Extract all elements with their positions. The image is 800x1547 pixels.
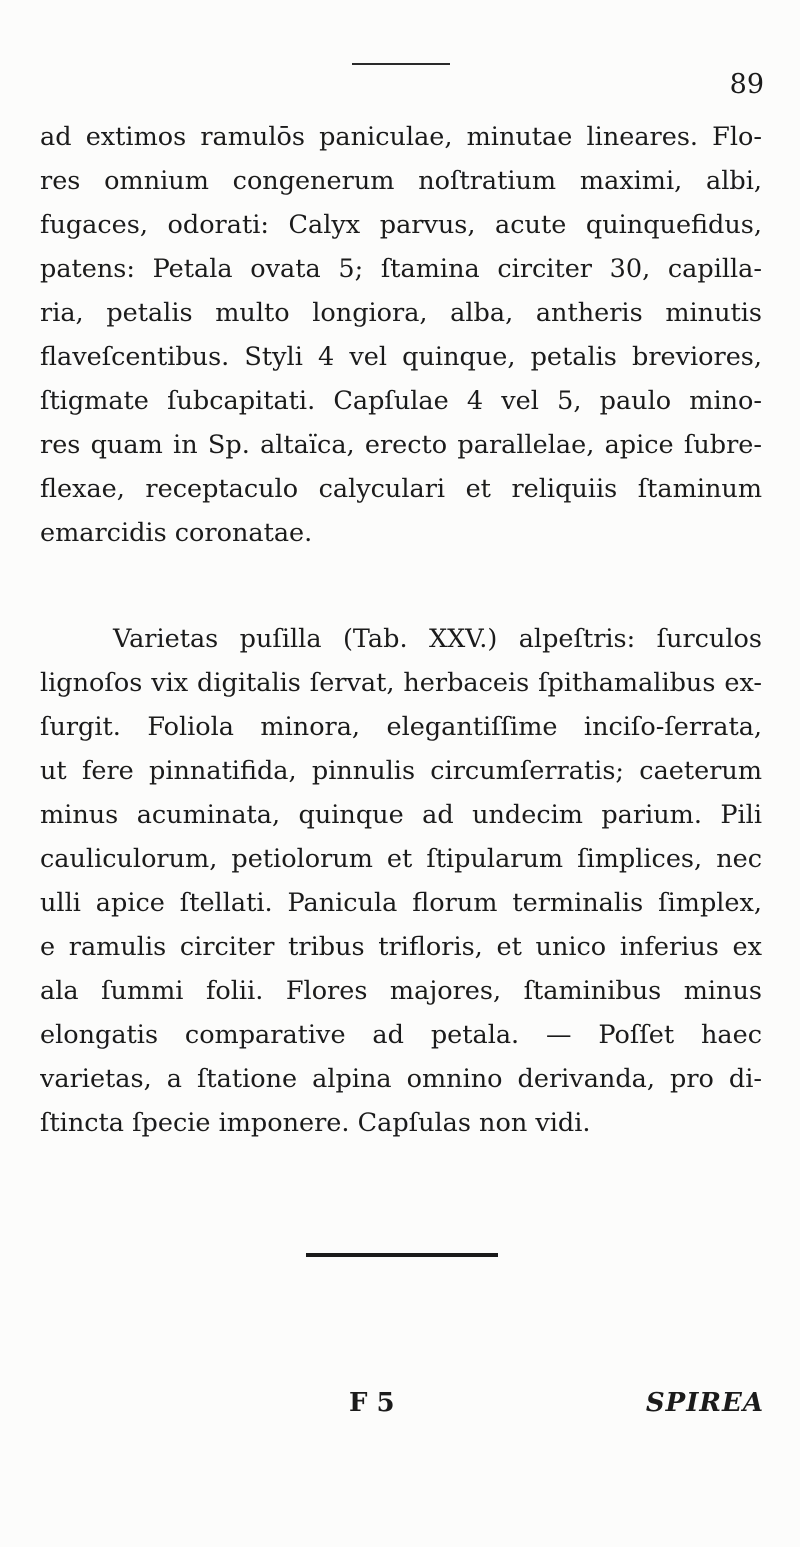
text-line: ſurgit. Foliola minora, elegantiſſime inciſo-ſerrata, — [40, 712, 762, 742]
catchword: SPIREA — [645, 1388, 764, 1418]
text-line: minus acuminata, quinque ad undecim parium. Pili — [40, 800, 762, 830]
text-line: patens: Petala ovata 5; ſtamina circiter 30, capilla- — [40, 254, 762, 284]
text-line: cauliculorum, petiolorum et ſtipularum ſimplices, nec — [40, 844, 762, 874]
end-rule — [306, 1253, 498, 1257]
text-line: res omnium congenerum noſtratium maximi, albi, — [40, 166, 762, 196]
text-line: res quam in Sp. altaïca, erecto parallelae, apice ſubre- — [40, 430, 762, 460]
header-rule — [352, 63, 450, 65]
text-line: ala ſummi folii. Flores majores, ſtaminibus minus — [40, 976, 762, 1006]
signature-mark: F 5 — [349, 1388, 395, 1418]
text-line: varietas, a ſtatione alpina omnino derivanda, pro di- — [40, 1064, 762, 1094]
text-line: ad extimos ramulōs paniculae, minutae lineares. Flo- — [40, 122, 762, 152]
text-line: ut fere pinnatifida, pinnulis circumſerratis; caeterum — [40, 756, 762, 786]
text-line: Varietas puſilla (Tab. XXV.) alpeſtris: ſurculos — [113, 624, 762, 654]
text-line: e ramulis circiter tribus trifloris, et unico inferius ex — [40, 932, 762, 962]
text-line: fugaces, odorati: Calyx parvus, acute quinquefidus, — [40, 210, 762, 240]
text-line: ſtincta ſpecie imponere. Capſulas non vidi. — [40, 1108, 591, 1138]
text-line: ria, petalis multo longiora, alba, antheris minutis — [40, 298, 762, 328]
paragraph-1 — [40, 115, 762, 555]
text-line: elongatis comparative ad petala. — Poſſet haec — [40, 1020, 762, 1050]
page-number: 89 — [729, 69, 764, 100]
text-line: flexae, receptaculo calyculari et reliquiis ſtaminum — [40, 474, 762, 504]
paragraph-2 — [40, 617, 762, 1145]
text-line: emarcidis coronatae. — [40, 518, 313, 548]
text-line: ſtigmate ſubcapitati. Capſulae 4 vel 5, paulo mino- — [40, 386, 762, 416]
text-line: flaveſcentibus. Styli 4 vel quinque, petalis breviores, — [40, 342, 762, 372]
text-line: ulli apice ſtellati. Panicula florum terminalis ſimplex, — [40, 888, 762, 918]
text-line: lignoſos vix digitalis ſervat, herbaceis ſpithamalibus ex- — [40, 668, 762, 698]
